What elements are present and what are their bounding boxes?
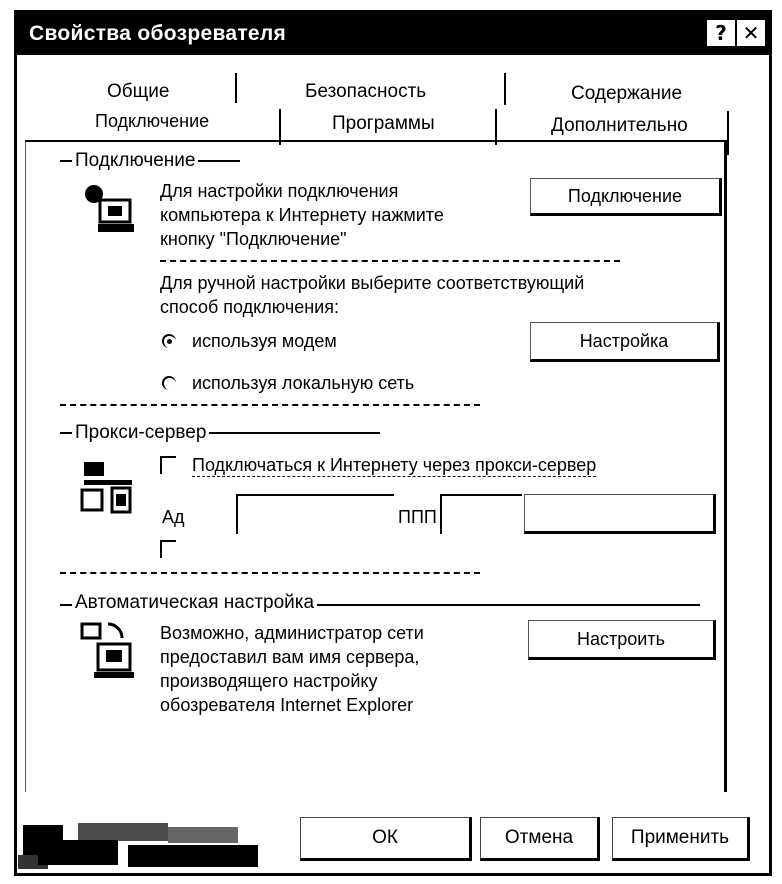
modem-setup-button[interactable]: Настройка — [530, 322, 720, 362]
close-button[interactable]: ✕ — [737, 20, 765, 46]
manual-setup-line-1: Для ручной настройки выберите соответствующий — [160, 273, 585, 293]
use-proxy-label: Подключаться к Интернету через прокси-сервер — [192, 455, 597, 475]
proxy-address-input[interactable] — [236, 494, 394, 534]
lan-radio[interactable] — [162, 376, 176, 390]
tab-advanced[interactable]: Дополнительно — [551, 115, 688, 136]
tab-content[interactable]: Содержание — [571, 83, 683, 104]
tab-connections[interactable]: Подключение — [95, 111, 210, 131]
ok-button[interactable]: ОК — [300, 817, 472, 861]
separator — [160, 260, 620, 262]
connection-help-line-2: компьютера к Интернету нажмите — [160, 205, 444, 225]
proxy-port-input[interactable] — [440, 494, 522, 534]
scan-noise — [18, 805, 288, 875]
separator — [60, 572, 480, 574]
tab-security[interactable]: Безопасность — [305, 81, 427, 102]
bypass-local-checkbox[interactable] — [160, 540, 176, 558]
tab-divider — [235, 73, 237, 103]
modem-radio-label: используя модем — [192, 331, 337, 351]
auto-config-line-3: производящего настройку — [160, 671, 378, 691]
window-title: Свойства обозревателя — [29, 22, 287, 45]
auto-config-line-1: Возможно, администратор сети — [160, 623, 424, 643]
lan-radio-label: используя локальную сеть — [192, 373, 415, 393]
modem-radio[interactable] — [162, 334, 176, 348]
connect-button[interactable]: Подключение — [530, 178, 722, 216]
tab-programs[interactable]: Программы — [332, 113, 435, 134]
connection-help-line-3: кнопку "Подключение" — [160, 229, 347, 249]
connection-wizard-icon — [80, 180, 140, 240]
proxy-port-label: ППП — [398, 507, 437, 527]
auto-config-line-2: предоставил вам имя сервера, — [160, 647, 420, 667]
manual-setup-line-2: способ подключения: — [160, 297, 339, 317]
auto-config-icon — [78, 620, 138, 680]
tab-general[interactable]: Общие — [107, 81, 170, 102]
help-button[interactable]: ? — [707, 20, 735, 46]
cancel-button[interactable]: Отмена — [480, 817, 600, 861]
apply-button[interactable]: Применить — [612, 817, 750, 861]
proxy-address-label: Ад — [162, 507, 185, 527]
configure-button[interactable]: Настроить — [528, 620, 716, 660]
tab-divider — [504, 73, 506, 105]
proxy-server-icon — [78, 458, 138, 520]
use-proxy-checkbox[interactable] — [160, 456, 176, 474]
proxy-group-title: Прокси-сервер — [72, 422, 209, 444]
proxy-advanced-button[interactable] — [524, 494, 716, 534]
auto-config-line-4: обозревателя Internet Explorer — [160, 695, 414, 715]
connection-group-title: Подключение — [72, 150, 198, 172]
tab-divider — [727, 111, 729, 155]
auto-config-group-title: Автоматическая настройка — [72, 592, 317, 614]
separator — [60, 404, 480, 406]
connection-help-line-1: Для настройки подключения — [160, 181, 399, 201]
title-bar[interactable] — [17, 13, 769, 55]
